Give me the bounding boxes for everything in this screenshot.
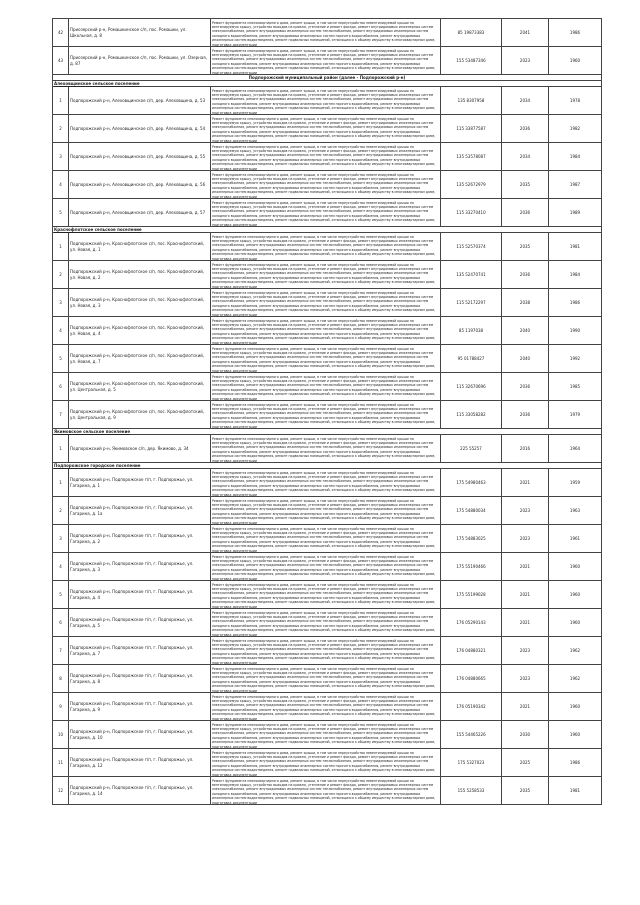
table-row	[53, 19, 602, 47]
cost-cell: 115 33058282	[441, 401, 502, 429]
section-title: Краснофлотское сельское поселение	[53, 227, 602, 233]
work-types-text: Ремонт фундамента многоквартирного дома, ремонт крыши, в том числе переустройство невентилируемой крыши на вентилируемую крышу, устройство выходов на кровлю, утепление и ремонт фасада, ремонт внутридомовых инженерных систем электроснабжения, ремонт внутридомовых инженерных систем теплоснабжения, ремонт внутридомовых инженерных систем холодного водоснабжения, ремонт внутридомовых инженерных систем горячего водоснабжения, ремонт внутридомовых инженерных систем водоотведения, ремонт подвальных помещений, относящихся к общему имуществу в многоквартирном доме, подготовка документации	[212, 498, 436, 525]
table-row	[53, 261, 602, 289]
table-row	[53, 199, 602, 227]
work-types-cell	[211, 435, 441, 463]
built-year-cell: 1978	[549, 87, 602, 115]
year-cell: 2040	[502, 345, 549, 373]
work-types-cell	[211, 581, 441, 609]
table-row	[53, 693, 602, 721]
table-row	[53, 401, 602, 429]
year-cell: 2030	[502, 721, 549, 749]
cost-cell: 175 54980463	[441, 469, 502, 497]
row-number: 9	[53, 693, 69, 721]
built-year-cell: 1986	[549, 289, 602, 317]
row-number: 10	[53, 721, 69, 749]
address-cell: Подпорожский р-н, Краснофлотское с/п, пос. Краснофлотский, ул. Новая, д. 2	[69, 261, 211, 289]
work-types-cell	[211, 665, 441, 693]
cost-cell: 135 52672979	[441, 171, 502, 199]
table-row	[53, 289, 602, 317]
year-cell: 2023	[502, 47, 549, 75]
table-row	[53, 317, 602, 345]
address-cell: Подпорожский р-н, Подпорожское г/п, г. Подпорожье, ул. Гагарина, д. 7	[69, 637, 211, 665]
row-number: 6	[53, 609, 69, 637]
built-year-cell: 1984	[549, 261, 602, 289]
table-row	[53, 497, 602, 525]
work-types-text: Ремонт фундамента многоквартирного дома, ремонт крыши, в том числе переустройство невентилируемой крыши на вентилируемую крышу, устройство выходов на кровлю, утепление и ремонт фасада, ремонт внутридомовых инженерных систем электроснабжения, ремонт внутридомовых инженерных систем теплоснабжения, ремонт внутридомовых инженерных систем холодного водоснабжения, ремонт внутридомовых инженерных систем горячего водоснабжения, ремонт внутридомовых инженерных систем водоотведения, ремонт подвальных помещений, относящихся к общему имуществу в многоквартирном доме, подготовка документации	[212, 694, 436, 721]
address-cell: Подпорожский р-н, Алеховщинское с/п, дер. Алеховщина, д. 53	[69, 87, 211, 115]
table-row	[53, 233, 602, 261]
row-number: 7	[53, 637, 69, 665]
work-types-cell	[211, 721, 441, 749]
year-cell: 2036	[502, 401, 549, 429]
cost-cell: 176 04880321	[441, 637, 502, 665]
cost-cell: 155 5258533	[441, 777, 502, 805]
built-year-cell: 1985	[549, 373, 602, 401]
address-cell: Подпорожский р-н, Краснофлотское с/п, пос. Краснофлотский, ул. Новая, д. 1	[69, 233, 211, 261]
year-cell: 2036	[502, 199, 549, 227]
cost-cell: 176 05290143	[441, 609, 502, 637]
cost-cell: 115 32670696	[441, 373, 502, 401]
work-types-text: Ремонт фундамента многоквартирного дома, ремонт крыши, в том числе переустройство невентилируемой крыши на вентилируемую крышу, устройство выходов на кровлю, утепление и ремонт фасада, ремонт внутридомовых инженерных систем электроснабжения, ремонт внутридомовых инженерных систем теплоснабжения, ремонт внутридомовых инженерных систем холодного водоснабжения, ремонт внутридомовых инженерных систем горячего водоснабжения, ремонт внутридомовых инженерных систем водоотведения, ремонт подвальных помещений, относящихся к общему имуществу в многоквартирном доме, подготовка документации	[212, 610, 436, 637]
row-number: 43	[53, 47, 69, 75]
work-types-text: Ремонт фундамента многоквартирного дома, ремонт крыши, в том числе переустройство невентилируемой крыши на вентилируемую крышу, устройство выходов на кровлю, утепление и ремонт фасада, ремонт внутридомовых инженерных систем электроснабжения, ремонт внутридомовых инженерных систем теплоснабжения, ремонт внутридомовых инженерных систем холодного водоснабжения, ремонт внутридомовых инженерных систем горячего водоснабжения, ремонт внутридомовых инженерных систем водоотведения, ремонт подвальных помещений, относящихся к общему имуществу в многоквартирном доме, подготовка документации	[212, 638, 436, 665]
work-types-text: Ремонт фундамента многоквартирного дома, ремонт крыши, в том числе переустройство невентилируемой крыши на вентилируемую крышу, устройство выходов на кровлю, утепление и ремонт фасада, ремонт внутридомовых инженерных систем электроснабжения, ремонт внутридомовых инженерных систем теплоснабжения, ремонт внутридомовых инженерных систем холодного водоснабжения, ремонт внутридомовых инженерных систем горячего водоснабжения, ремонт внутридомовых инженерных систем водоотведения, ремонт подвальных помещений, относящихся к общему имуществу в многоквартирном доме, подготовка документации	[212, 750, 436, 777]
built-year-cell: 1962	[549, 637, 602, 665]
built-year-cell: 1989	[549, 199, 602, 227]
work-types-cell	[211, 609, 441, 637]
cost-cell: 115 52172297	[441, 289, 502, 317]
year-cell: 2023	[502, 525, 549, 553]
cost-cell: 175 54880034	[441, 497, 502, 525]
work-types-cell	[211, 693, 441, 721]
work-types-text: Ремонт фундамента многоквартирного дома, ремонт крыши, в том числе переустройство невентилируемой крыши на вентилируемую крышу, устройство выходов на кровлю, утепление и ремонт фасада, ремонт внутридомовых инженерных систем электроснабжения, ремонт внутридомовых инженерных систем теплоснабжения, ремонт внутридомовых инженерных систем холодного водоснабжения, ремонт внутридомовых инженерных систем горячего водоснабжения, ремонт внутридомовых инженерных систем водоотведения, ремонт подвальных помещений, относящихся к общему имуществу в многоквартирном доме, подготовка документации	[212, 200, 436, 227]
cost-cell: 85 1197038	[441, 317, 502, 345]
row-number: 4	[53, 171, 69, 199]
address-cell: Приозерский р-н, Ромашкинское с/п, пос. Ромашки, ул. Школьная, д. 8	[69, 19, 211, 47]
year-cell: 2021	[502, 693, 549, 721]
work-types-cell	[211, 171, 441, 199]
year-cell: 2021	[502, 469, 549, 497]
row-number: 7	[53, 401, 69, 429]
built-year-cell: 1960	[549, 581, 602, 609]
address-cell: Подпорожский р-н, Подпорожское г/п, г. Подпорожье, ул. Гагарина, д. 2	[69, 525, 211, 553]
table-row	[53, 47, 602, 75]
work-types-cell	[211, 749, 441, 777]
row-number: 2	[53, 261, 69, 289]
year-cell: 2023	[502, 665, 549, 693]
table-row	[53, 469, 602, 497]
year-cell: 2016	[502, 435, 549, 463]
table-row	[53, 115, 602, 143]
work-types-cell	[211, 401, 441, 429]
address-cell: Подпорожский р-н, Подпорожское г/п, г. Подпорожье, ул. Гагарина, д. 3	[69, 553, 211, 581]
work-types-cell	[211, 525, 441, 553]
cost-cell: 225 55257	[441, 435, 502, 463]
table-row	[53, 721, 602, 749]
year-cell: 2021	[502, 609, 549, 637]
work-types-cell	[211, 87, 441, 115]
cost-cell: 135 52470741	[441, 261, 502, 289]
year-cell: 2041	[502, 19, 549, 47]
work-types-text: Ремонт фундамента многоквартирного дома, ремонт крыши, в том числе переустройство невентилируемой крыши на вентилируемую крышу, устройство выходов на кровлю, утепление и ремонт фасада, ремонт внутридомовых инженерных систем электроснабжения, ремонт внутридомовых инженерных систем теплоснабжения, ремонт внутридомовых инженерных систем холодного водоснабжения, ремонт внутридомовых инженерных систем горячего водоснабжения, ремонт внутридомовых инженерных систем водоотведения, ремонт подвальных помещений, относящихся к общему имуществу в многоквартирном доме, подготовка документации	[212, 526, 436, 553]
table-row	[53, 87, 602, 115]
built-year-cell: 1959	[549, 469, 602, 497]
work-types-text: Ремонт фундамента многоквартирного дома, ремонт крыши, в том числе переустройство невентилируемой крыши на вентилируемую крышу, устройство выходов на кровлю, утепление и ремонт фасада, ремонт внутридомовых инженерных систем электроснабжения, ремонт внутридомовых инженерных систем теплоснабжения, ремонт внутридомовых инженерных систем холодного водоснабжения, ремонт внутридомовых инженерных систем горячего водоснабжения, ремонт внутридомовых инженерных систем водоотведения, ремонт подвальных помещений, относящихся к общему имуществу в многоквартирном доме, подготовка документации	[212, 722, 436, 749]
row-number: 1	[53, 87, 69, 115]
section-title: Подпорожское городское поселение	[53, 463, 602, 469]
cost-cell: 85 19873383	[441, 19, 502, 47]
work-types-cell	[211, 47, 441, 75]
year-cell: 2035	[502, 233, 549, 261]
row-number: 1	[53, 435, 69, 463]
table-row	[53, 777, 602, 805]
cost-cell: 135 53578087	[441, 143, 502, 171]
cost-cell: 175 55199028	[441, 581, 502, 609]
work-types-text: Ремонт фундамента многоквартирного дома, ремонт крыши, в том числе переустройство невентилируемой крыши на вентилируемую крышу, устройство выходов на кровлю, утепление и ремонт фасада, ремонт внутридомовых инженерных систем электроснабжения, ремонт внутридомовых инженерных систем теплоснабжения, ремонт внутридомовых инженерных систем холодного водоснабжения, ремонт внутридомовых инженерных систем горячего водоснабжения, ремонт внутридомовых инженерных систем водоотведения, ремонт подвальных помещений, относящихся к общему имуществу в многоквартирном доме, подготовка документации	[212, 116, 436, 143]
address-cell: Подпорожский р-н, Краснофлотское с/п, пос. Краснофлотский, ул. Новая, д. 7	[69, 345, 211, 373]
work-types-text: Ремонт фундамента многоквартирного дома, ремонт крыши, в том числе переустройство невентилируемой крыши на вентилируемую крышу, устройство выходов на кровлю, утепление и ремонт фасада, ремонт внутридомовых инженерных систем электроснабжения, ремонт внутридомовых инженерных систем теплоснабжения, ремонт внутридомовых инженерных систем холодного водоснабжения, ремонт внутридомовых инженерных систем горячего водоснабжения, ремонт внутридомовых инженерных систем водоотведения, ремонт подвальных помещений, относящихся к общему имуществу в многоквартирном доме, подготовка документации	[212, 290, 436, 317]
cost-cell: 135 8307958	[441, 87, 502, 115]
cost-cell: 175 5327023	[441, 749, 502, 777]
address-cell: Подпорожский р-н, Подпорожское г/п, г. Подпорожье, ул. Гагарина, д. 14	[69, 777, 211, 805]
built-year-cell: 1960	[549, 47, 602, 75]
work-types-cell	[211, 637, 441, 665]
year-cell: 2034	[502, 143, 549, 171]
address-cell: Подпорожский р-н, Подпорожское г/п, г. Подпорожье, ул. Гагарина, д. 5	[69, 609, 211, 637]
row-number: 4	[53, 317, 69, 345]
year-cell: 2021	[502, 581, 549, 609]
row-number: 12	[53, 777, 69, 805]
year-cell: 2034	[502, 87, 549, 115]
built-year-cell: 1984	[549, 143, 602, 171]
cost-cell: 95 01788427	[441, 345, 502, 373]
year-cell: 2035	[502, 171, 549, 199]
row-number: 4	[53, 553, 69, 581]
work-types-cell	[211, 143, 441, 171]
cost-cell: 115 33877587	[441, 115, 502, 143]
year-cell: 2038	[502, 289, 549, 317]
built-year-cell: 1987	[549, 171, 602, 199]
table-row	[53, 435, 602, 463]
document-page	[52, 18, 592, 805]
work-types-cell	[211, 777, 441, 805]
built-year-cell: 1979	[549, 401, 602, 429]
repair-program-table	[52, 18, 602, 805]
address-cell: Подпорожский р-н, Подпорожское г/п, г. Подпорожье, ул. Гагарина, д. 1а	[69, 497, 211, 525]
work-types-text: Ремонт фундамента многоквартирного дома, ремонт крыши, в том числе переустройство невентилируемой крыши на вентилируемую крышу, устройство выходов на кровлю, утепление и ремонт фасада, ремонт внутридомовых инженерных систем электроснабжения, ремонт внутридомовых инженерных систем теплоснабжения, ремонт внутридомовых инженерных систем холодного водоснабжения, ремонт внутридомовых инженерных систем горячего водоснабжения, ремонт внутридомовых инженерных систем водоотведения, ремонт подвальных помещений, относящихся к общему имуществу в многоквартирном доме, подготовка документации	[212, 262, 436, 289]
year-cell: 2021	[502, 553, 549, 581]
work-types-text: Ремонт фундамента многоквартирного дома, ремонт крыши, в том числе переустройство невентилируемой крыши на вентилируемую крышу, устройство выходов на кровлю, утепление и ремонт фасада, ремонт внутридомовых инженерных систем электроснабжения, ремонт внутридомовых инженерных систем теплоснабжения, ремонт внутридомовых инженерных систем холодного водоснабжения, ремонт внутридомовых инженерных систем горячего водоснабжения, ремонт внутридомовых инженерных систем водоотведения, ремонт подвальных помещений, относящихся к общему имуществу в многоквартирном доме, подготовка документации	[212, 666, 436, 693]
row-number: 1	[53, 233, 69, 261]
cost-cell: 115 52570374	[441, 233, 502, 261]
work-types-cell	[211, 199, 441, 227]
built-year-cell: 1964	[549, 435, 602, 463]
work-types-text: Ремонт фундамента многоквартирного дома, ремонт крыши, в том числе переустройство невентилируемой крыши на вентилируемую крышу, устройство выходов на кровлю, утепление и ремонт фасада, ремонт внутридомовых инженерных систем электроснабжения, ремонт внутридомовых инженерных систем теплоснабжения, ремонт внутридомовых инженерных систем холодного водоснабжения, ремонт внутридомовых инженерных систем горячего водоснабжения, ремонт внутридомовых инженерных систем водоотведения, ремонт подвальных помещений, относящихся к общему имуществу в многоквартирном доме, подготовка документации	[212, 554, 436, 581]
year-cell: 2035	[502, 777, 549, 805]
address-cell: Подпорожский р-н, Подпорожское г/п, г. Подпорожье, ул. Гагарина, д. 4	[69, 581, 211, 609]
work-types-text: Ремонт фундамента многоквартирного дома, ремонт крыши, в том числе переустройство невентилируемой крыши на вентилируемую крышу, устройство выходов на кровлю, утепление и ремонт фасада, ремонт внутридомовых инженерных систем электроснабжения, ремонт внутридомовых инженерных систем теплоснабжения, ремонт внутридомовых инженерных систем холодного водоснабжения, ремонт внутридомовых инженерных систем горячего водоснабжения, ремонт внутридомовых инженерных систем водоотведения, ремонт подвальных помещений, относящихся к общему имуществу в многоквартирном доме, подготовка документации	[212, 318, 436, 345]
address-cell: Подпорожский р-н, Якимовское с/п, дер. Якимово, д. 34	[69, 435, 211, 463]
year-cell: 2023	[502, 497, 549, 525]
built-year-cell: 1963	[549, 497, 602, 525]
address-cell: Подпорожский р-н, Подпорожское г/п, г. Подпорожье, ул. Гагарина, д. 8	[69, 665, 211, 693]
year-cell: 2040	[502, 317, 549, 345]
address-cell: Подпорожский р-н, Краснофлотское с/п, пос. Краснофлотский, ул. Новая, д. 4	[69, 317, 211, 345]
built-year-cell: 1981	[549, 233, 602, 261]
address-cell: Подпорожский р-н, Алеховщинское с/п, дер. Алеховщина, д. 54	[69, 115, 211, 143]
work-types-cell	[211, 497, 441, 525]
table-row	[53, 637, 602, 665]
table-row	[53, 581, 602, 609]
table-row	[53, 749, 602, 777]
year-cell: 2023	[502, 637, 549, 665]
address-cell: Подпорожский р-н, Подпорожское г/п, г. Подпорожье, ул. Гагарина, д. 9	[69, 693, 211, 721]
built-year-cell: 1962	[549, 665, 602, 693]
row-number: 6	[53, 373, 69, 401]
row-number: 2	[53, 115, 69, 143]
section-title: Алеховщинское сельское поселение	[53, 81, 602, 87]
cost-cell: 155 53487346	[441, 47, 502, 75]
row-number: 3	[53, 525, 69, 553]
district-header: Подпорожский муниципальный район (далее - Подпорожский р-н)	[53, 75, 602, 81]
cost-cell: 155 54465226	[441, 721, 502, 749]
work-types-text: Ремонт фундамента многоквартирного дома, ремонт крыши, в том числе переустройство невентилируемой крыши на вентилируемую крышу, устройство выходов на кровлю, утепление и ремонт фасада, ремонт внутридомовых инженерных систем электроснабжения, ремонт внутридомовых инженерных систем теплоснабжения, ремонт внутридомовых инженерных систем холодного водоснабжения, ремонт внутридомовых инженерных систем горячего водоснабжения, ремонт внутридомовых инженерных систем водоотведения, ремонт подвальных помещений, относящихся к общему имуществу в многоквартирном доме, подготовка документации	[212, 48, 436, 75]
work-types-text: Ремонт фундамента многоквартирного дома, ремонт крыши, в том числе переустройство невентилируемой крыши на вентилируемую крышу, устройство выходов на кровлю, утепление и ремонт фасада, ремонт внутридомовых инженерных систем электроснабжения, ремонт внутридомовых инженерных систем теплоснабжения, ремонт внутридомовых инженерных систем холодного водоснабжения, ремонт внутридомовых инженерных систем горячего водоснабжения, ремонт внутридомовых инженерных систем водоотведения, ремонт подвальных помещений, относящихся к общему имуществу в многоквартирном доме, подготовка документации	[212, 470, 436, 497]
built-year-cell: 1982	[549, 115, 602, 143]
address-cell: Подпорожский р-н, Подпорожское г/п, г. Подпорожье, ул. Гагарина, д. 12	[69, 749, 211, 777]
table-row	[53, 373, 602, 401]
work-types-text: Ремонт фундамента многоквартирного дома, ремонт крыши, в том числе переустройство невентилируемой крыши на вентилируемую крышу, устройство выходов на кровлю, утепление и ремонт фасада, ремонт внутридомовых инженерных систем электроснабжения, ремонт внутридомовых инженерных систем теплоснабжения, ремонт внутридомовых инженерных систем холодного водоснабжения, ремонт внутридомовых инженерных систем горячего водоснабжения, ремонт внутридомовых инженерных систем водоотведения, ремонт подвальных помещений, относящихся к общему имуществу в многоквартирном доме, подготовка документации	[212, 436, 436, 463]
built-year-cell: 1960	[549, 721, 602, 749]
work-types-cell	[211, 553, 441, 581]
work-types-cell	[211, 289, 441, 317]
address-cell: Подпорожский р-н, Алеховщинское с/п, дер. Алеховщина, д. 56	[69, 171, 211, 199]
cost-cell: 115 33270410	[441, 199, 502, 227]
work-types-cell	[211, 317, 441, 345]
row-number: 5	[53, 581, 69, 609]
row-number: 2	[53, 497, 69, 525]
year-cell: 2025	[502, 749, 549, 777]
work-types-text: Ремонт фундамента многоквартирного дома, ремонт крыши, в том числе переустройство невентилируемой крыши на вентилируемую крышу, устройство выходов на кровлю, утепление и ремонт фасада, ремонт внутридомовых инженерных систем электроснабжения, ремонт внутридомовых инженерных систем теплоснабжения, ремонт внутридомовых инженерных систем холодного водоснабжения, ремонт внутридомовых инженерных систем горячего водоснабжения, ремонт внутридомовых инженерных систем водоотведения, ремонт подвальных помещений, относящихся к общему имуществу в многоквартирном доме, подготовка документации	[212, 20, 436, 47]
address-cell: Подпорожский р-н, Подпорожское г/п, г. Подпорожье, ул. Гагарина, д. 1	[69, 469, 211, 497]
work-types-cell	[211, 373, 441, 401]
row-number: 8	[53, 665, 69, 693]
table-row	[53, 143, 602, 171]
built-year-cell: 1961	[549, 525, 602, 553]
work-types-text: Ремонт фундамента многоквартирного дома, ремонт крыши, в том числе переустройство невентилируемой крыши на вентилируемую крышу, устройство выходов на кровлю, утепление и ремонт фасада, ремонт внутридомовых инженерных систем электроснабжения, ремонт внутридомовых инженерных систем теплоснабжения, ремонт внутридомовых инженерных систем холодного водоснабжения, ремонт внутридомовых инженерных систем горячего водоснабжения, ремонт внутридомовых инженерных систем водоотведения, ремонт подвальных помещений, относящихся к общему имуществу в многоквартирном доме, подготовка документации	[212, 234, 436, 261]
table-row	[53, 525, 602, 553]
work-types-text: Ремонт фундамента многоквартирного дома, ремонт крыши, в том числе переустройство невентилируемой крыши на вентилируемую крышу, устройство выходов на кровлю, утепление и ремонт фасада, ремонт внутридомовых инженерных систем электроснабжения, ремонт внутридомовых инженерных систем теплоснабжения, ремонт внутридомовых инженерных систем холодного водоснабжения, ремонт внутридомовых инженерных систем горячего водоснабжения, ремонт внутридомовых инженерных систем водоотведения, ремонт подвальных помещений, относящихся к общему имуществу в многоквартирном доме, подготовка документации	[212, 172, 436, 199]
row-number: 11	[53, 749, 69, 777]
cost-cell: 175 54883025	[441, 525, 502, 553]
cost-cell: 176 05190342	[441, 693, 502, 721]
built-year-cell: 1960	[549, 609, 602, 637]
built-year-cell: 1986	[549, 19, 602, 47]
built-year-cell: 1960	[549, 553, 602, 581]
work-types-text: Ремонт фундамента многоквартирного дома, ремонт крыши, в том числе переустройство невентилируемой крыши на вентилируемую крышу, устройство выходов на кровлю, утепление и ремонт фасада, ремонт внутридомовых инженерных систем электроснабжения, ремонт внутридомовых инженерных систем теплоснабжения, ремонт внутридомовых инженерных систем холодного водоснабжения, ремонт внутридомовых инженерных систем горячего водоснабжения, ремонт внутридомовых инженерных систем водоотведения, ремонт подвальных помещений, относящихся к общему имуществу в многоквартирном доме, подготовка документации	[212, 88, 436, 115]
work-types-text: Ремонт фундамента многоквартирного дома, ремонт крыши, в том числе переустройство невентилируемой крыши на вентилируемую крышу, устройство выходов на кровлю, утепление и ремонт фасада, ремонт внутридомовых инженерных систем электроснабжения, ремонт внутридомовых инженерных систем теплоснабжения, ремонт внутридомовых инженерных систем холодного водоснабжения, ремонт внутридомовых инженерных систем горячего водоснабжения, ремонт внутридомовых инженерных систем водоотведения, ремонт подвальных помещений, относящихся к общему имуществу в многоквартирном доме, подготовка документации	[212, 374, 436, 401]
work-types-cell	[211, 261, 441, 289]
year-cell: 2036	[502, 373, 549, 401]
address-cell: Приозерский р-н, Ромашкинское с/п, пос. Ромашки, ул. Озерная, д. 87	[69, 47, 211, 75]
built-year-cell: 1981	[549, 777, 602, 805]
address-cell: Подпорожский р-н, Краснофлотское с/п, пос. Краснофлотский, ул. Новая, д. 3	[69, 289, 211, 317]
work-types-cell	[211, 115, 441, 143]
address-cell: Подпорожский р-н, Алеховщинское с/п, дер. Алеховщина, д. 55	[69, 143, 211, 171]
address-cell: Подпорожский р-н, Подпорожское г/п, г. Подпорожье, ул. Гагарина, д. 10	[69, 721, 211, 749]
built-year-cell: 1986	[549, 749, 602, 777]
built-year-cell: 1990	[549, 317, 602, 345]
row-number: 5	[53, 345, 69, 373]
address-cell: Подпорожский р-н, Краснофлотское с/п, пос. Краснофлотский, ул. Центральная, д. 5	[69, 373, 211, 401]
table-row	[53, 609, 602, 637]
row-number: 3	[53, 143, 69, 171]
row-number: 1	[53, 469, 69, 497]
table-row	[53, 345, 602, 373]
built-year-cell: 1992	[549, 345, 602, 373]
table-row	[53, 171, 602, 199]
work-types-cell	[211, 19, 441, 47]
row-number: 3	[53, 289, 69, 317]
work-types-cell	[211, 469, 441, 497]
work-types-cell	[211, 345, 441, 373]
cost-cell: 175 55190466	[441, 553, 502, 581]
section-title: Якимовское сельское поселение	[53, 429, 602, 435]
table-body	[53, 19, 602, 805]
address-cell: Подпорожский р-н, Алеховщинское с/п, дер. Алеховщина, д. 57	[69, 199, 211, 227]
work-types-text: Ремонт фундамента многоквартирного дома, ремонт крыши, в том числе переустройство невентилируемой крыши на вентилируемую крышу, устройство выходов на кровлю, утепление и ремонт фасада, ремонт внутридомовых инженерных систем электроснабжения, ремонт внутридомовых инженерных систем теплоснабжения, ремонт внутридомовых инженерных систем холодного водоснабжения, ремонт внутридомовых инженерных систем горячего водоснабжения, ремонт внутридомовых инженерных систем водоотведения, ремонт подвальных помещений, относящихся к общему имуществу в многоквартирном доме, подготовка документации	[212, 346, 436, 373]
year-cell: 2036	[502, 115, 549, 143]
table-row	[53, 553, 602, 581]
row-number: 42	[53, 19, 69, 47]
work-types-text: Ремонт фундамента многоквартирного дома, ремонт крыши, в том числе переустройство невентилируемой крыши на вентилируемую крышу, устройство выходов на кровлю, утепление и ремонт фасада, ремонт внутридомовых инженерных систем электроснабжения, ремонт внутридомовых инженерных систем теплоснабжения, ремонт внутридомовых инженерных систем холодного водоснабжения, ремонт внутридомовых инженерных систем горячего водоснабжения, ремонт внутридомовых инженерных систем водоотведения, ремонт подвальных помещений, относящихся к общему имуществу в многоквартирном доме, подготовка документации	[212, 402, 436, 429]
built-year-cell: 1960	[549, 693, 602, 721]
table-row	[53, 665, 602, 693]
work-types-text: Ремонт фундамента многоквартирного дома, ремонт крыши, в том числе переустройство невентилируемой крыши на вентилируемую крышу, устройство выходов на кровлю, утепление и ремонт фасада, ремонт внутридомовых инженерных систем электроснабжения, ремонт внутридомовых инженерных систем теплоснабжения, ремонт внутридомовых инженерных систем холодного водоснабжения, ремонт внутридомовых инженерных систем горячего водоснабжения, ремонт внутридомовых инженерных систем водоотведения, ремонт подвальных помещений, относящихся к общему имуществу в многоквартирном доме, подготовка документации	[212, 582, 436, 609]
row-number: 5	[53, 199, 69, 227]
work-types-text: Ремонт фундамента многоквартирного дома, ремонт крыши, в том числе переустройство невентилируемой крыши на вентилируемую крышу, устройство выходов на кровлю, утепление и ремонт фасада, ремонт внутридомовых инженерных систем электроснабжения, ремонт внутридомовых инженерных систем теплоснабжения, ремонт внутридомовых инженерных систем холодного водоснабжения, ремонт внутридомовых инженерных систем горячего водоснабжения, ремонт внутридомовых инженерных систем водоотведения, ремонт подвальных помещений, относящихся к общему имуществу в многоквартирном доме, подготовка документации	[212, 778, 436, 805]
year-cell: 2036	[502, 261, 549, 289]
address-cell: Подпорожский р-н, Краснофлотское с/п, пос. Краснофлотский, ул. Центральная, д. 9	[69, 401, 211, 429]
work-types-cell	[211, 233, 441, 261]
work-types-text: Ремонт фундамента многоквартирного дома, ремонт крыши, в том числе переустройство невентилируемой крыши на вентилируемую крышу, устройство выходов на кровлю, утепление и ремонт фасада, ремонт внутридомовых инженерных систем электроснабжения, ремонт внутридомовых инженерных систем теплоснабжения, ремонт внутридомовых инженерных систем холодного водоснабжения, ремонт внутридомовых инженерных систем горячего водоснабжения, ремонт внутридомовых инженерных систем водоотведения, ремонт подвальных помещений, относящихся к общему имуществу в многоквартирном доме, подготовка документации	[212, 144, 436, 171]
cost-cell: 176 04880665	[441, 665, 502, 693]
